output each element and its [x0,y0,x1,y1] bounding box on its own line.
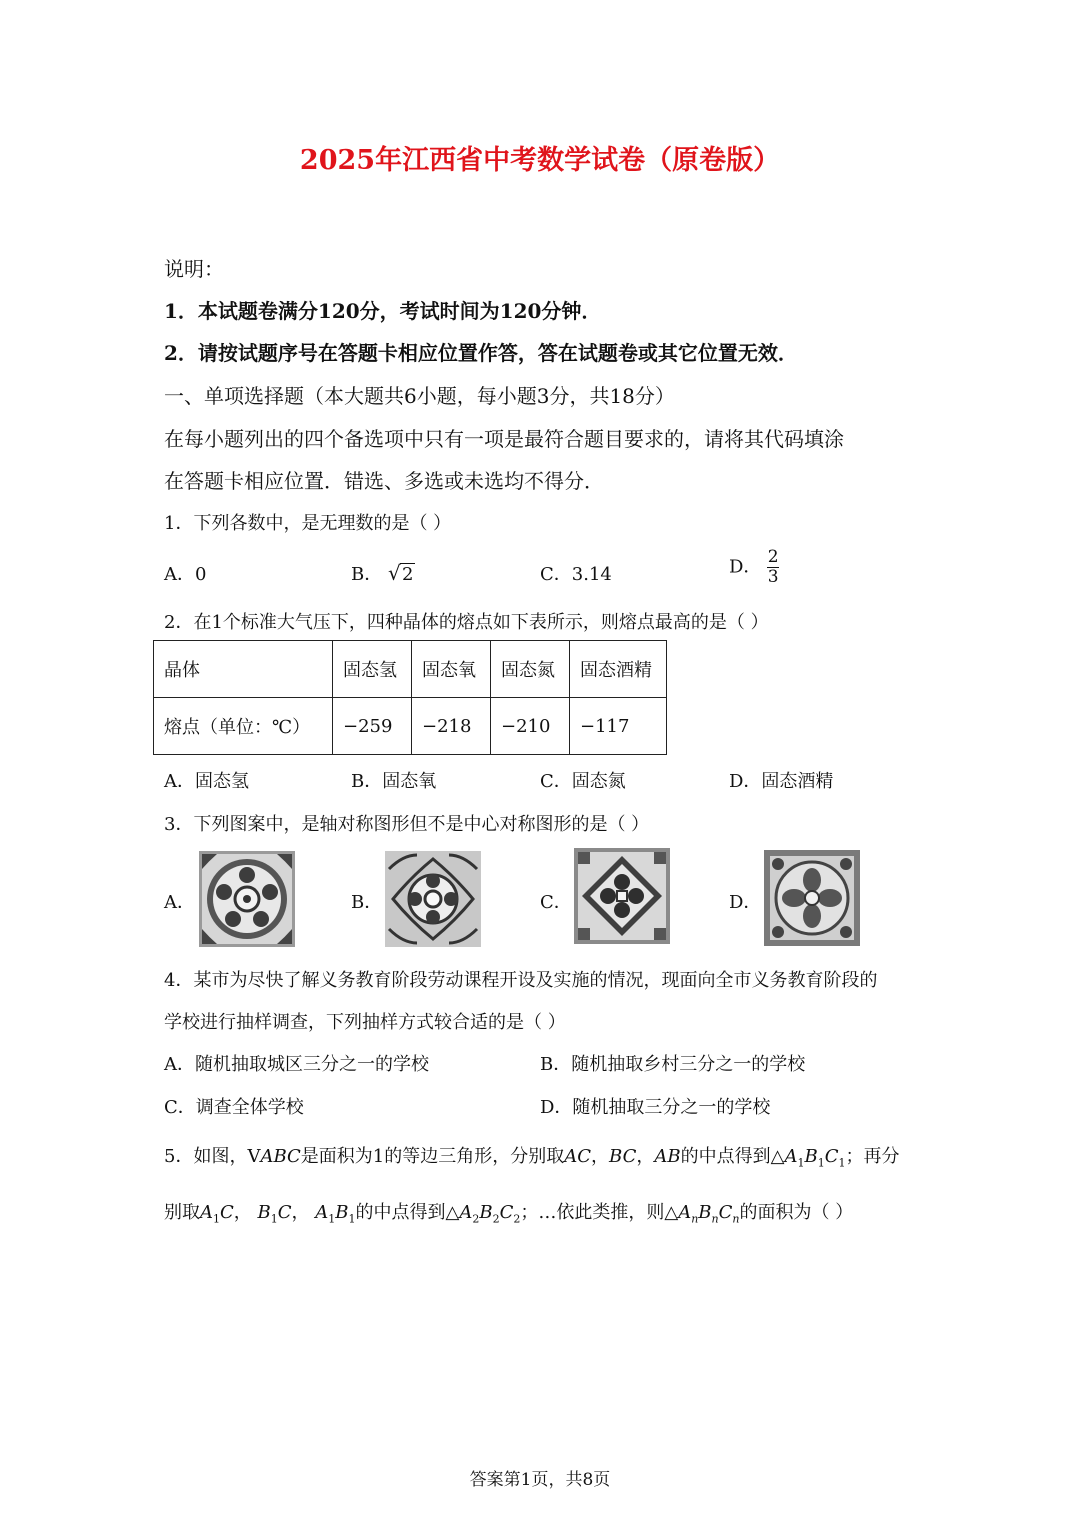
melting-point-table [153,640,667,755]
table-cell: 固态氢 [333,641,412,698]
table-cell: −117 [570,698,667,755]
q4-stem-line-2: 学校进行抽样调查，下列抽样方式较合适的是（ ） [164,1012,566,1033]
triangle-name: ABC [260,1146,301,1167]
q2-option-c: C．固态氮 [540,771,626,792]
q5-text: 5．如图，V [164,1146,261,1167]
radicand: 2 [401,564,414,585]
q4-option-c: C．调查全体学校 [164,1097,304,1118]
table-cell: 固态酒精 [570,641,667,698]
q5-text: ；…依此类推，则 [520,1202,665,1223]
page-title: 2025年江西省中考数学试卷（原卷版） [299,145,781,176]
q5-text: 的中点得到 [355,1202,446,1223]
q1-option-b-label: B． [351,564,383,585]
numerator: 2 [767,547,779,567]
table-cell: 固态氮 [491,641,570,698]
q1-option-d-label: D． [729,556,762,578]
q2-option-b: B．固态氧 [351,771,437,792]
q5-text: 的中点得到 [680,1146,771,1167]
sqrt-symbol: √ 2 [387,561,414,585]
table-cell: 晶体 [154,641,333,698]
segment-bc: BC [609,1146,637,1167]
tile-pattern-d-icon [764,850,860,946]
q5-text: 的面积为（ ） [739,1202,854,1223]
section-instruction-2: 在答题卡相应位置．错选、多选或未选均不得分． [164,469,604,493]
tile-pattern-c-icon [574,848,670,944]
q5-stem-line-2: 别取$A_1C$， $B_1C$， $A_1B_1$的中点得到$\triangle A_2B_2C_2$；…依此类推，则$\triangle A_nB_nC_n$的面积为（ ） [164,1202,854,1226]
q1-option-b [351,560,415,586]
q2-stem: 2．在1个标准大气压下，四种晶体的熔点如下表所示，则熔点最高的是（ ） [164,612,769,633]
table-row [154,698,667,755]
q5-stem-line-1: 5．如图，VABC是面积为1的等边三角形，分别取AC，BC，AB的中点得到$\triangle A_1B_1C_1$；再分 [164,1146,900,1170]
fraction [767,548,779,587]
q3-option-a: A． [164,892,195,913]
q5-text: 是面积为1的等边三角形，分别取 [300,1146,565,1167]
q2-option-a: A．固态氢 [164,771,249,792]
table-cell: 熔点（单位：℃） [154,698,333,755]
tile-pattern-b-icon [385,851,481,947]
q1-option-a: A．0 [164,564,207,585]
q1-stem: 1．下列各数中，是无理数的是（ ） [164,513,452,534]
q4-option-d: D．随机抽取三分之一的学校 [540,1097,771,1118]
q3-option-d: D． [729,892,762,913]
q3-option-b: B． [351,892,383,913]
q4-option-b: B．随机抽取乡村三分之一的学校 [540,1054,806,1075]
page-footer: 答案第1页，共8页 [469,1470,611,1490]
table-row [154,641,667,698]
q3-option-c: C． [540,892,572,913]
q1-option-c: C．3.14 [540,564,612,585]
q2-option-d: D．固态酒精 [729,771,834,792]
q1-option-d [729,548,779,587]
q3-stem: 3．下列图案中，是轴对称图形但不是中心对称图形的是（ ） [164,814,650,835]
segment-ab: AB [654,1146,681,1167]
q4-stem-line-1: 4．某市为尽快了解义务教育阶段劳动课程开设及实施的情况，现面向全市义务教育阶段的 [164,970,878,991]
section-heading: 一、单项选择题（本大题共6小题，每小题3分，共18分） [164,384,675,408]
intro-rule-1: 1．本试题卷满分120分，考试时间为120分钟． [164,299,602,323]
section-instruction-1: 在每小题列出的四个备选项中只有一项是最符合题目要求的，请将其代码填涂 [164,427,844,451]
table-cell: −218 [412,698,491,755]
intro-rule-2: 2．请按试题序号在答题卡相应位置作答，答在试题卷或其它位置无效． [164,341,798,365]
q4-option-a: A．随机抽取城区三分之一的学校 [164,1054,429,1075]
q5-text: ；再分 [845,1146,900,1167]
table-cell: −210 [491,698,570,755]
q5-text: 别取 [164,1202,200,1223]
denominator: 3 [767,567,779,587]
segment-ac: AC [564,1146,592,1167]
table-cell: −259 [333,698,412,755]
tile-pattern-a-icon [199,851,295,947]
table-cell: 固态氧 [412,641,491,698]
intro-heading: 说明： [164,257,224,281]
